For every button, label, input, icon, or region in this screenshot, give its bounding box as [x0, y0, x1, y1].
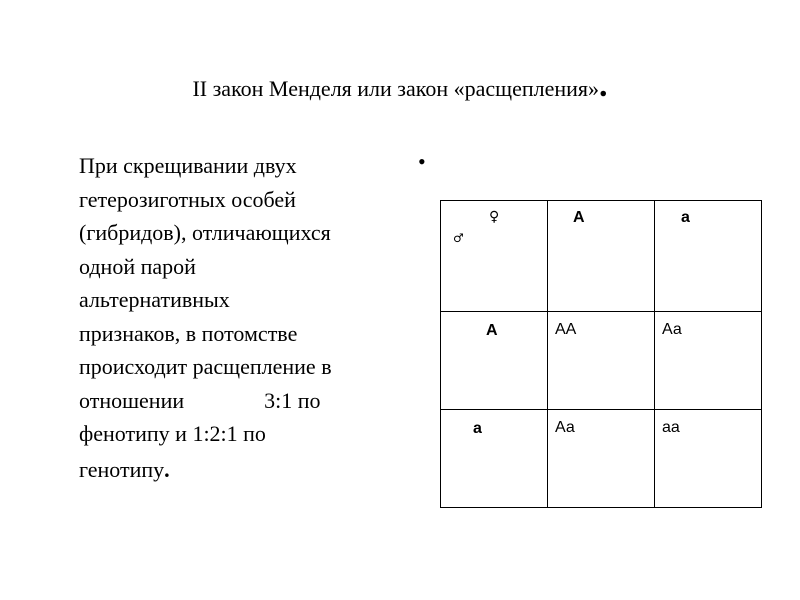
row-header-recessive: а — [473, 420, 482, 437]
last-line-text: генотипу — [79, 456, 165, 482]
table-row — [441, 410, 762, 508]
title-period: . — [599, 67, 608, 104]
text-line-ratio — [79, 384, 409, 418]
genotype-cell — [655, 410, 762, 508]
table-header-row — [441, 201, 762, 312]
text-line-last — [79, 453, 409, 487]
table-row — [441, 312, 762, 410]
last-period: . — [164, 456, 170, 482]
text-line: (гибридов), отличающихся — [79, 220, 331, 245]
text-line: фенотипу и 1:2:1 по — [79, 421, 266, 446]
column-header-cell — [655, 201, 762, 312]
title-text: II закон Менделя или закон «расщепления» — [192, 76, 600, 101]
corner-cell — [441, 201, 548, 312]
genotype-value: аа — [662, 419, 680, 436]
text-line: При скрещивании двух — [79, 153, 297, 178]
ratio-line-start: отношении — [79, 387, 185, 413]
female-symbol-icon: ♀ — [489, 209, 500, 225]
genotype-cell — [548, 312, 655, 410]
row-header-cell — [441, 410, 548, 508]
genotype-value: Аа — [662, 321, 682, 338]
phenotype-ratio: 3:1 по — [264, 387, 321, 413]
row-header-cell — [441, 312, 548, 410]
law-description — [79, 149, 409, 486]
text-line: альтернативных — [79, 287, 230, 312]
male-symbol-icon: ♂ — [453, 231, 464, 245]
column-header-cell — [548, 201, 655, 312]
text-line: гетерозиготных особей — [79, 186, 296, 212]
genotype-cell — [548, 410, 655, 508]
column-header-recessive: а — [681, 209, 690, 226]
row-header-dominant: А — [486, 322, 498, 339]
bullet-point: • — [418, 149, 426, 174]
genotype-value: АА — [555, 321, 577, 338]
column-header-dominant: А — [573, 209, 585, 226]
punnett-square — [440, 200, 762, 508]
genotype-value: Аа — [555, 419, 575, 436]
genotype-cell — [655, 312, 762, 410]
text-line: одной парой — [79, 253, 196, 279]
text-line: признаков, в потомстве — [79, 320, 298, 346]
text-line: происходит расщепление в — [79, 354, 332, 379]
slide-title — [0, 66, 800, 109]
